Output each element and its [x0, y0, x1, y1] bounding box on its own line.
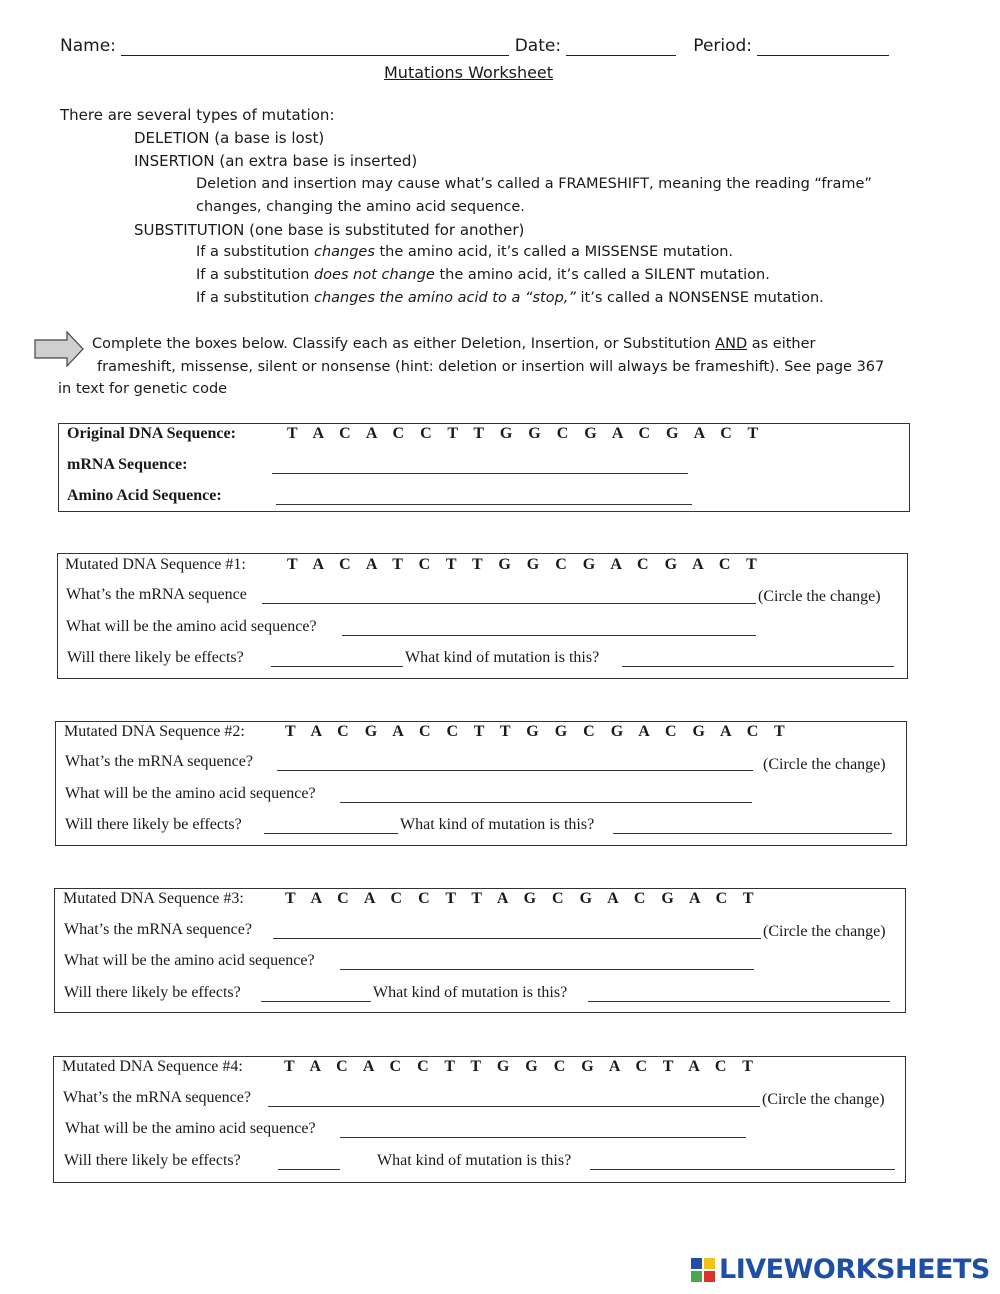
instructions-post: as either [751, 336, 816, 352]
missense-term: MISSENSE [584, 244, 659, 260]
arrow-icon [33, 330, 85, 368]
mutation-2-kind-q: What kind of mutation is this? [400, 816, 595, 833]
frameshift-term: FRAMESHIFT [558, 176, 649, 192]
mutation-1-mrna-q: What’s the mRNA sequence [66, 586, 247, 603]
mutation-4-mrna-input[interactable] [268, 1106, 760, 1107]
missense-pre: If a substitution [196, 244, 310, 260]
mutation-4-effects-q: Will there likely be effects? [64, 1152, 241, 1169]
liveworksheets-logo[interactable] [690, 1254, 990, 1285]
mutation-3-circle-note: (Circle the change) [763, 923, 886, 940]
mutation-1-seq: T A C A T C T T G G C G A C G A C T [287, 556, 763, 573]
mutation-4-effects-input[interactable] [278, 1169, 340, 1170]
mutation-2-kind-input[interactable] [613, 833, 892, 834]
instructions-and: AND [715, 336, 748, 352]
silent-post: mutation. [699, 267, 770, 283]
silent-pre: If a substitution [196, 267, 310, 283]
mutation-1-effects-q: Will there likely be effects? [67, 649, 244, 666]
mutation-3-mrna-q: What’s the mRNA sequence? [64, 921, 252, 938]
mutation-1-label: Mutated DNA Sequence #1: [65, 556, 246, 573]
mutation-2-seq: T A C G A C C T T G G C G A C G A C T [285, 723, 791, 740]
mutation-1-amino-q: What will be the amino acid sequence? [66, 618, 317, 635]
silent-mid: the amino acid, it’s called a [439, 267, 640, 283]
substitution-term: SUBSTITUTION [134, 221, 245, 239]
insertion-line [134, 152, 417, 170]
mutation-4-seq: T A C A C C T T G G C G A C T A C T [284, 1058, 759, 1075]
nonsense-pre: If a substitution [196, 290, 310, 306]
mutation-4-circle-note: (Circle the change) [762, 1091, 885, 1108]
mutation-2-mrna-input[interactable] [277, 770, 753, 771]
original-amino-label: Amino Acid Sequence: [67, 487, 222, 504]
original-dna-seq: T A C A C C T T G G C G A C G A C T [287, 425, 765, 442]
mutation-3-label: Mutated DNA Sequence #3: [63, 890, 244, 907]
mutation-1-mrna-input[interactable] [262, 603, 756, 604]
missense-mid: the amino acid, it’s called a [379, 244, 580, 260]
liveworksheets-mark-icon [690, 1257, 716, 1283]
date-field[interactable] [566, 54, 676, 56]
frameshift-line2: changes, changing the amino acid sequence. [196, 199, 525, 215]
mutation-2-amino-input[interactable] [340, 802, 752, 803]
mutation-1-circle-note: (Circle the change) [758, 588, 881, 605]
nonsense-em: changes the amino acid to a “stop,” [313, 290, 576, 306]
substitution-line [134, 221, 524, 239]
mutation-3-kind-input[interactable] [588, 1001, 890, 1002]
mutation-4-kind-input[interactable] [590, 1169, 895, 1170]
date-label: Date: [514, 36, 562, 56]
original-mrna-label: mRNA Sequence: [67, 456, 188, 473]
name-row [60, 36, 889, 56]
deletion-line [134, 129, 324, 147]
name-field[interactable] [121, 54, 509, 56]
silent-line [196, 267, 770, 283]
mutation-3-effects-q: Will there likely be effects? [64, 984, 241, 1001]
missense-em: changes [313, 244, 375, 260]
instructions-line1 [92, 336, 815, 352]
mutation-4-kind-q: What kind of mutation is this? [377, 1152, 572, 1169]
original-dna-label: Original DNA Sequence: [67, 425, 236, 442]
mutation-1-kind-input[interactable] [622, 666, 894, 667]
mutation-1-amino-input[interactable] [342, 635, 756, 636]
silent-em: does not change [313, 267, 435, 283]
mutation-3-kind-q: What kind of mutation is this? [373, 984, 568, 1001]
mutation-3-amino-q: What will be the amino acid sequence? [64, 952, 315, 969]
mutation-3-effects-input[interactable] [261, 1001, 371, 1002]
mutation-4-label: Mutated DNA Sequence #4: [62, 1058, 243, 1075]
mutation-4-mrna-q: What’s the mRNA sequence? [63, 1089, 251, 1106]
instructions-line3: in text for genetic code [58, 381, 228, 397]
instructions-pre: Complete the boxes below. Classify each as either Deletion, Insertion, or Substitution [92, 336, 711, 352]
insertion-term: INSERTION [134, 152, 215, 170]
missense-line [196, 244, 733, 260]
deletion-term: DELETION [134, 129, 210, 147]
mutation-3-seq: T A C A C C T T A G C G A C G A C T [285, 890, 760, 907]
insertion-desc: (an extra base is inserted) [219, 152, 418, 170]
mutation-2-amino-q: What will be the amino acid sequence? [65, 785, 316, 802]
page-title: Mutations Worksheet [384, 63, 554, 82]
mutation-1-kind-q: What kind of mutation is this? [405, 649, 600, 666]
frameshift-line [196, 176, 872, 192]
frameshift-pre: Deletion and insertion may cause what’s called a [196, 176, 554, 192]
deletion-desc: (a base is lost) [214, 129, 325, 147]
original-mrna-input[interactable] [272, 473, 688, 474]
nonsense-line [196, 290, 824, 306]
nonsense-term: NONSENSE [668, 290, 749, 306]
period-label: Period: [693, 36, 753, 56]
missense-post: mutation. [662, 244, 734, 260]
instructions-line2: frameshift, missense, silent or nonsense (hint: deletion or insertion will always be frameshift). See page 367 [97, 359, 885, 375]
mutation-2-mrna-q: What’s the mRNA sequence? [65, 753, 253, 770]
name-label: Name: [60, 36, 116, 56]
silent-term: SILENT [644, 267, 695, 283]
mutation-2-label: Mutated DNA Sequence #2: [64, 723, 245, 740]
mutation-4-amino-q: What will be the amino acid sequence? [65, 1120, 316, 1137]
mutation-3-amino-input[interactable] [340, 969, 754, 970]
mutation-3-mrna-input[interactable] [273, 938, 761, 939]
mutation-2-circle-note: (Circle the change) [763, 756, 886, 773]
period-field[interactable] [757, 54, 889, 56]
intro-lead: There are several types of mutation: [60, 106, 335, 124]
nonsense-mid: it’s called a [580, 290, 664, 306]
mutation-2-effects-input[interactable] [264, 833, 398, 834]
logo-text: LIVEWORKSHEETS [719, 1254, 990, 1285]
original-amino-input[interactable] [276, 504, 692, 505]
mutation-4-amino-input[interactable] [340, 1137, 746, 1138]
frameshift-post: , meaning the reading “frame” [648, 176, 872, 192]
substitution-desc: (one base is substituted for another) [249, 221, 525, 239]
mutation-2-effects-q: Will there likely be effects? [65, 816, 242, 833]
nonsense-post: mutation. [753, 290, 824, 306]
mutation-1-effects-input[interactable] [271, 666, 403, 667]
